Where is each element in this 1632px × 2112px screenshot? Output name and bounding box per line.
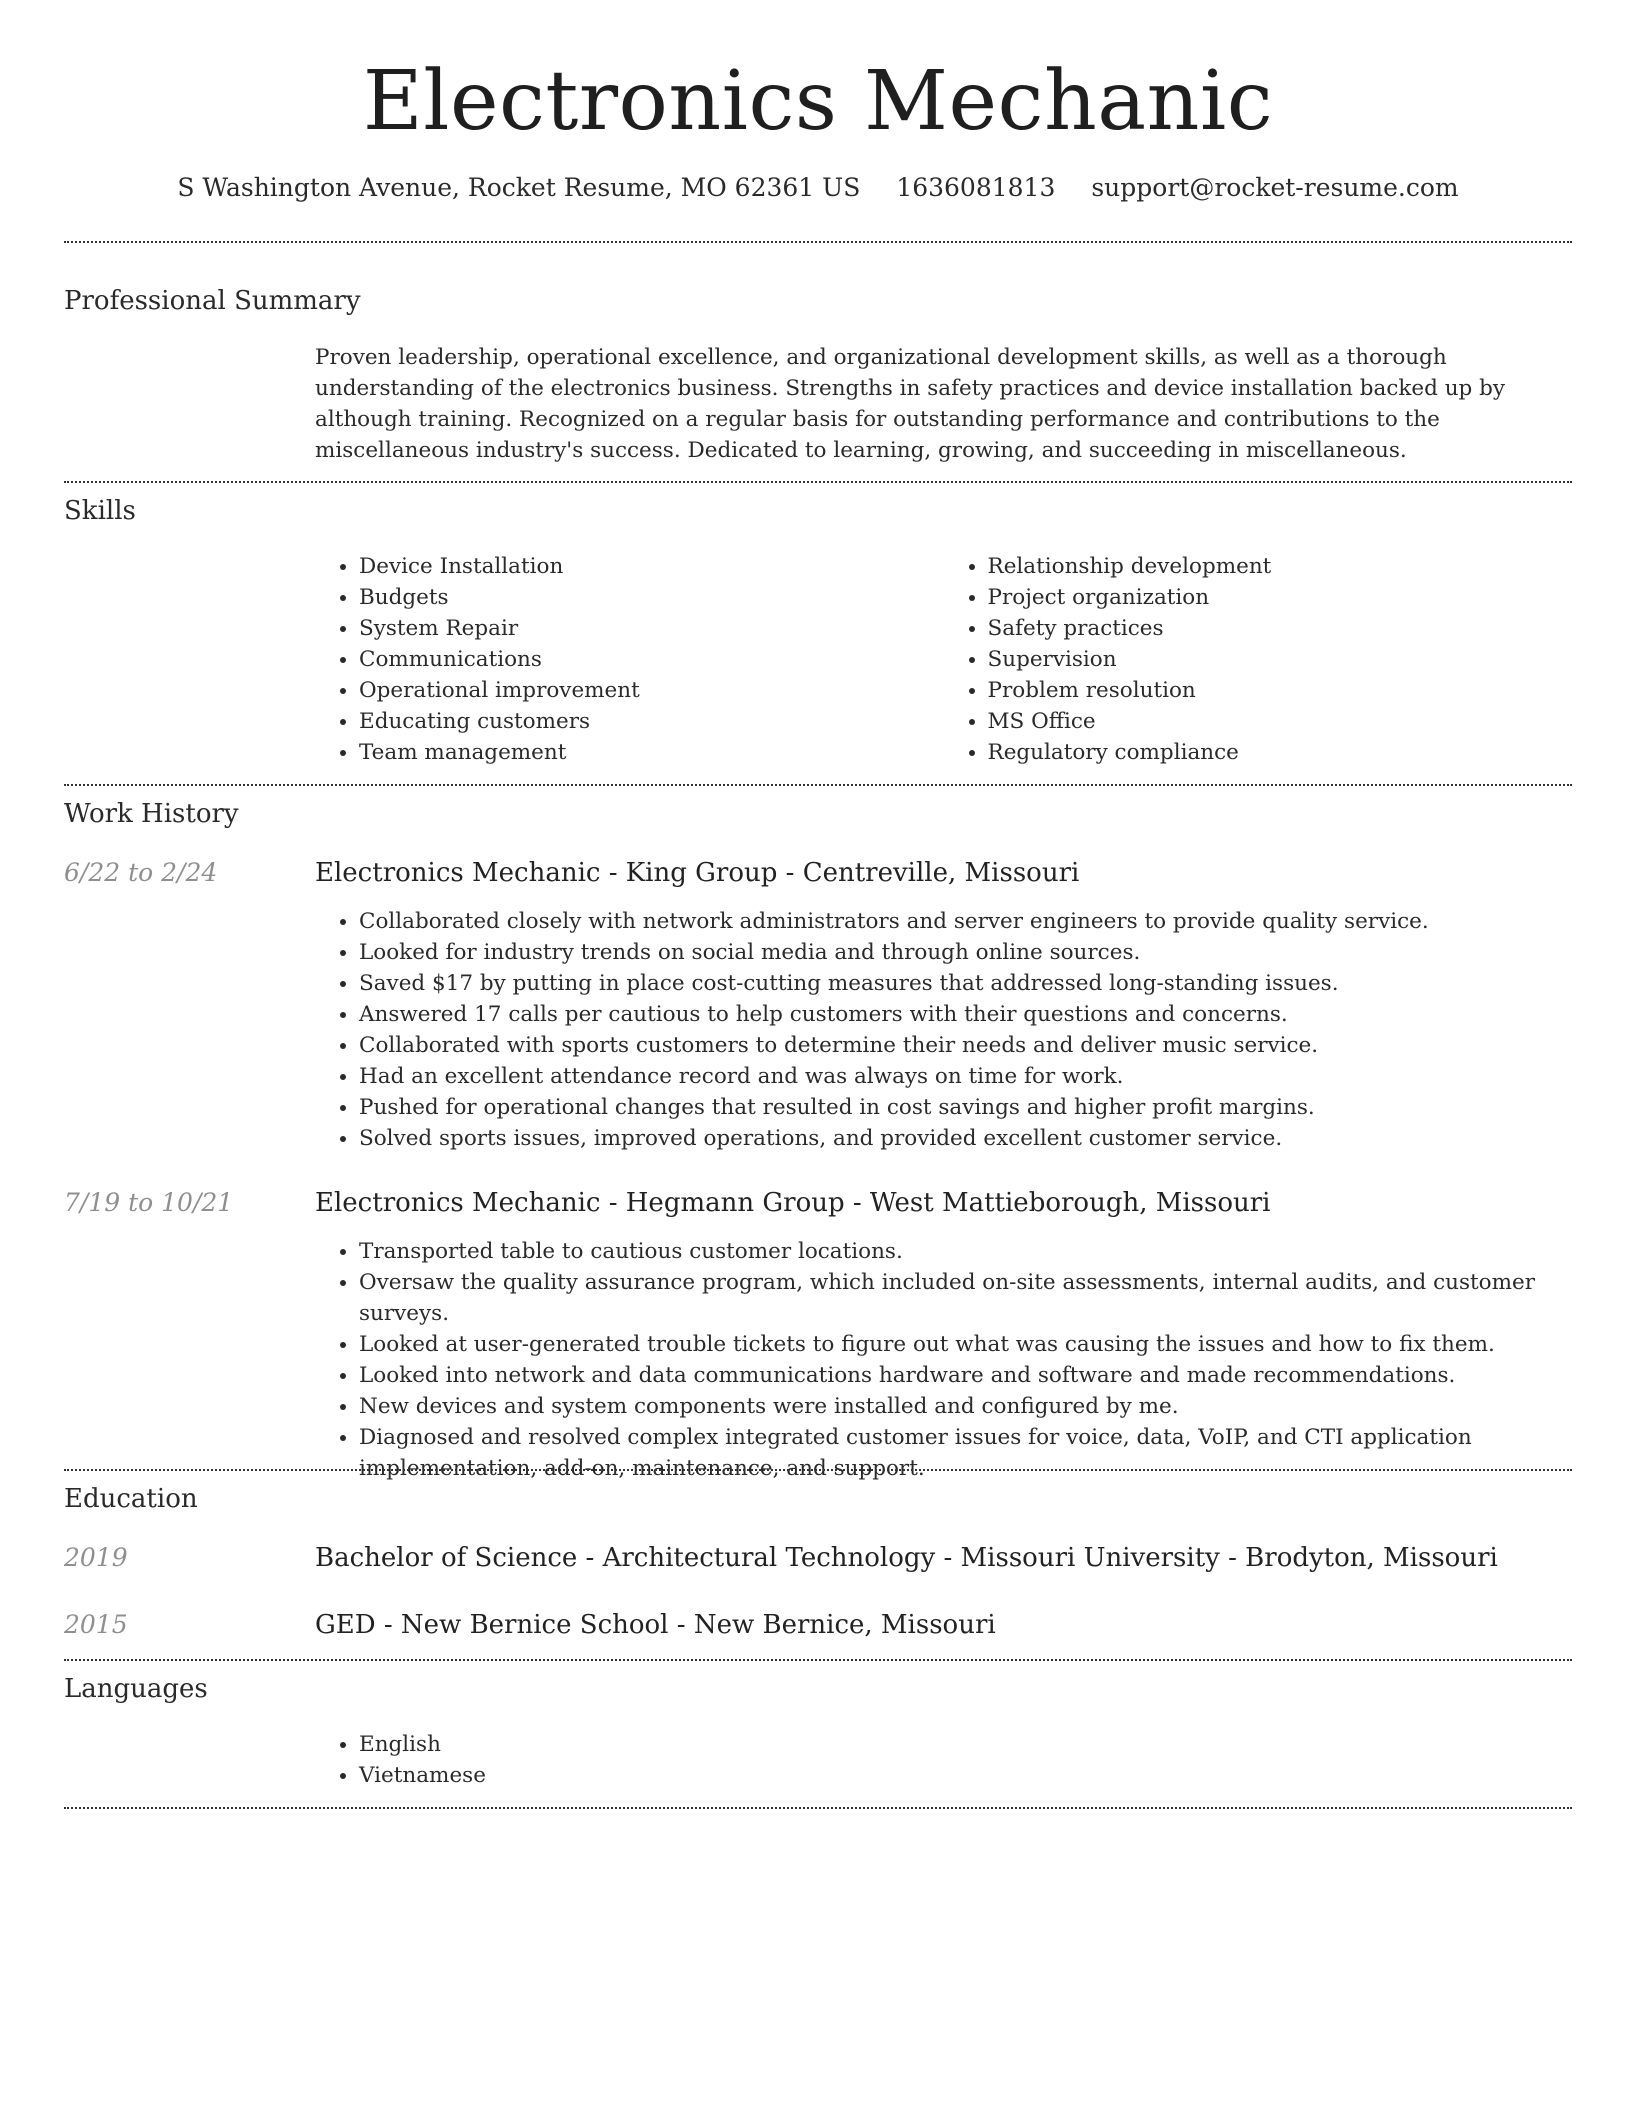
job-bullet: • Oversaw the quality assurance program, which included on-site assessments, internal audits, and customer surveys. (359, 1267, 1572, 1329)
divider (64, 1659, 1572, 1661)
skills-list-right (944, 551, 1573, 768)
education-year: 2015 (64, 1610, 128, 1639)
skill-item: • MS Office (988, 706, 1573, 737)
job-bullet: • Diagnosed and resolved complex integrated customer issues for voice, data, VoIP, and CTI application implementation, add-on, maintenance, and support. (359, 1422, 1572, 1484)
skill-item: • Regulatory compliance (988, 737, 1573, 768)
skill-item: • Supervision (988, 644, 1573, 675)
job-bullets (315, 906, 1572, 1154)
section-title-summary: Professional Summary (64, 286, 361, 316)
job-bullet: • Looked at user-generated trouble tickets to figure out what was causing the issues and how to fix them. (359, 1329, 1572, 1360)
languages-block (315, 1729, 1572, 1791)
job-bullet: • Saved $17 by putting in place cost-cutting measures that addressed long-standing issues. (359, 968, 1572, 999)
contact-phone: 1636081813 (896, 173, 1056, 202)
skills-list-left (315, 551, 944, 768)
education-heading: Bachelor of Science - Architectural Technology - Missouri University - Brodyton, Missouri (315, 1543, 1498, 1573)
job-dates: 6/22 to 2/24 (64, 858, 218, 887)
skill-item: • Communications (359, 644, 944, 675)
skill-item: • Problem resolution (988, 675, 1573, 706)
job-bullet: • Had an excellent attendance record and was always on time for work. (359, 1061, 1572, 1092)
summary-text: Proven leadership, operational excellence, and organizational development skills, as well as a thorough understanding of the electronics business. Strengths in safety practices and device installation backed up by although training. Recognized on a regular basis for outstanding performance and contributions to the miscellaneous industry's success. Dedicated to learning, growing, and succeeding in miscellaneous. (315, 345, 1506, 463)
job-heading: Electronics Mechanic - King Group - Centreville, Missouri (315, 858, 1080, 888)
skill-item: • Team management (359, 737, 944, 768)
divider (64, 241, 1572, 243)
job-heading: Electronics Mechanic - Hegmann Group - West Mattieborough, Missouri (315, 1188, 1271, 1218)
skill-item: • Relationship development (988, 551, 1573, 582)
skill-item: • Safety practices (988, 613, 1573, 644)
job-bullet: • Collaborated with sports customers to determine their needs and deliver music service. (359, 1030, 1572, 1061)
job-bullet: • Solved sports issues, improved operations, and provided excellent customer service. (359, 1123, 1572, 1154)
section-title-languages: Languages (64, 1674, 208, 1704)
contact-email: support@rocket-resume.com (1091, 173, 1459, 202)
summary-block (315, 342, 1572, 466)
education-heading: GED - New Bernice School - New Bernice, Missouri (315, 1610, 996, 1640)
skill-item: • Device Installation (359, 551, 944, 582)
skill-item: • Educating customers (359, 706, 944, 737)
job-dates: 7/19 to 10/21 (64, 1188, 234, 1217)
skill-item: • System Repair (359, 613, 944, 644)
section-title-education: Education (64, 1484, 198, 1514)
contact-address: S Washington Avenue, Rocket Resume, MO 62361 US (177, 173, 861, 202)
divider (64, 1807, 1572, 1809)
section-title-skills: Skills (64, 496, 136, 526)
skill-item: • Project organization (988, 582, 1573, 613)
job-bullet: • Transported table to cautious customer locations. (359, 1236, 1572, 1267)
job-bullet: • Looked into network and data communications hardware and software and made recommendations. (359, 1360, 1572, 1391)
job-bullet: • Collaborated closely with network administrators and server engineers to provide quality service. (359, 906, 1572, 937)
job-bullets (315, 1236, 1572, 1484)
divider (64, 1469, 1572, 1471)
job-bullet: • Looked for industry trends on social media and through online sources. (359, 937, 1572, 968)
resume-name: Electronics Mechanic (362, 54, 1274, 149)
language-item: • English (359, 1729, 1572, 1760)
education-year: 2019 (64, 1543, 128, 1572)
job-bullet: • New devices and system components were installed and configured by me. (359, 1391, 1572, 1422)
divider (64, 784, 1572, 786)
skill-item: • Operational improvement (359, 675, 944, 706)
skill-item: • Budgets (359, 582, 944, 613)
contact-line (64, 170, 1572, 206)
skills-block (315, 551, 1572, 768)
section-title-work: Work History (64, 799, 239, 829)
job-bullet: • Answered 17 calls per cautious to help customers with their questions and concerns. (359, 999, 1572, 1030)
language-item: • Vietnamese (359, 1760, 1572, 1791)
divider (64, 481, 1572, 483)
job-bullet: • Pushed for operational changes that resulted in cost savings and higher profit margins. (359, 1092, 1572, 1123)
